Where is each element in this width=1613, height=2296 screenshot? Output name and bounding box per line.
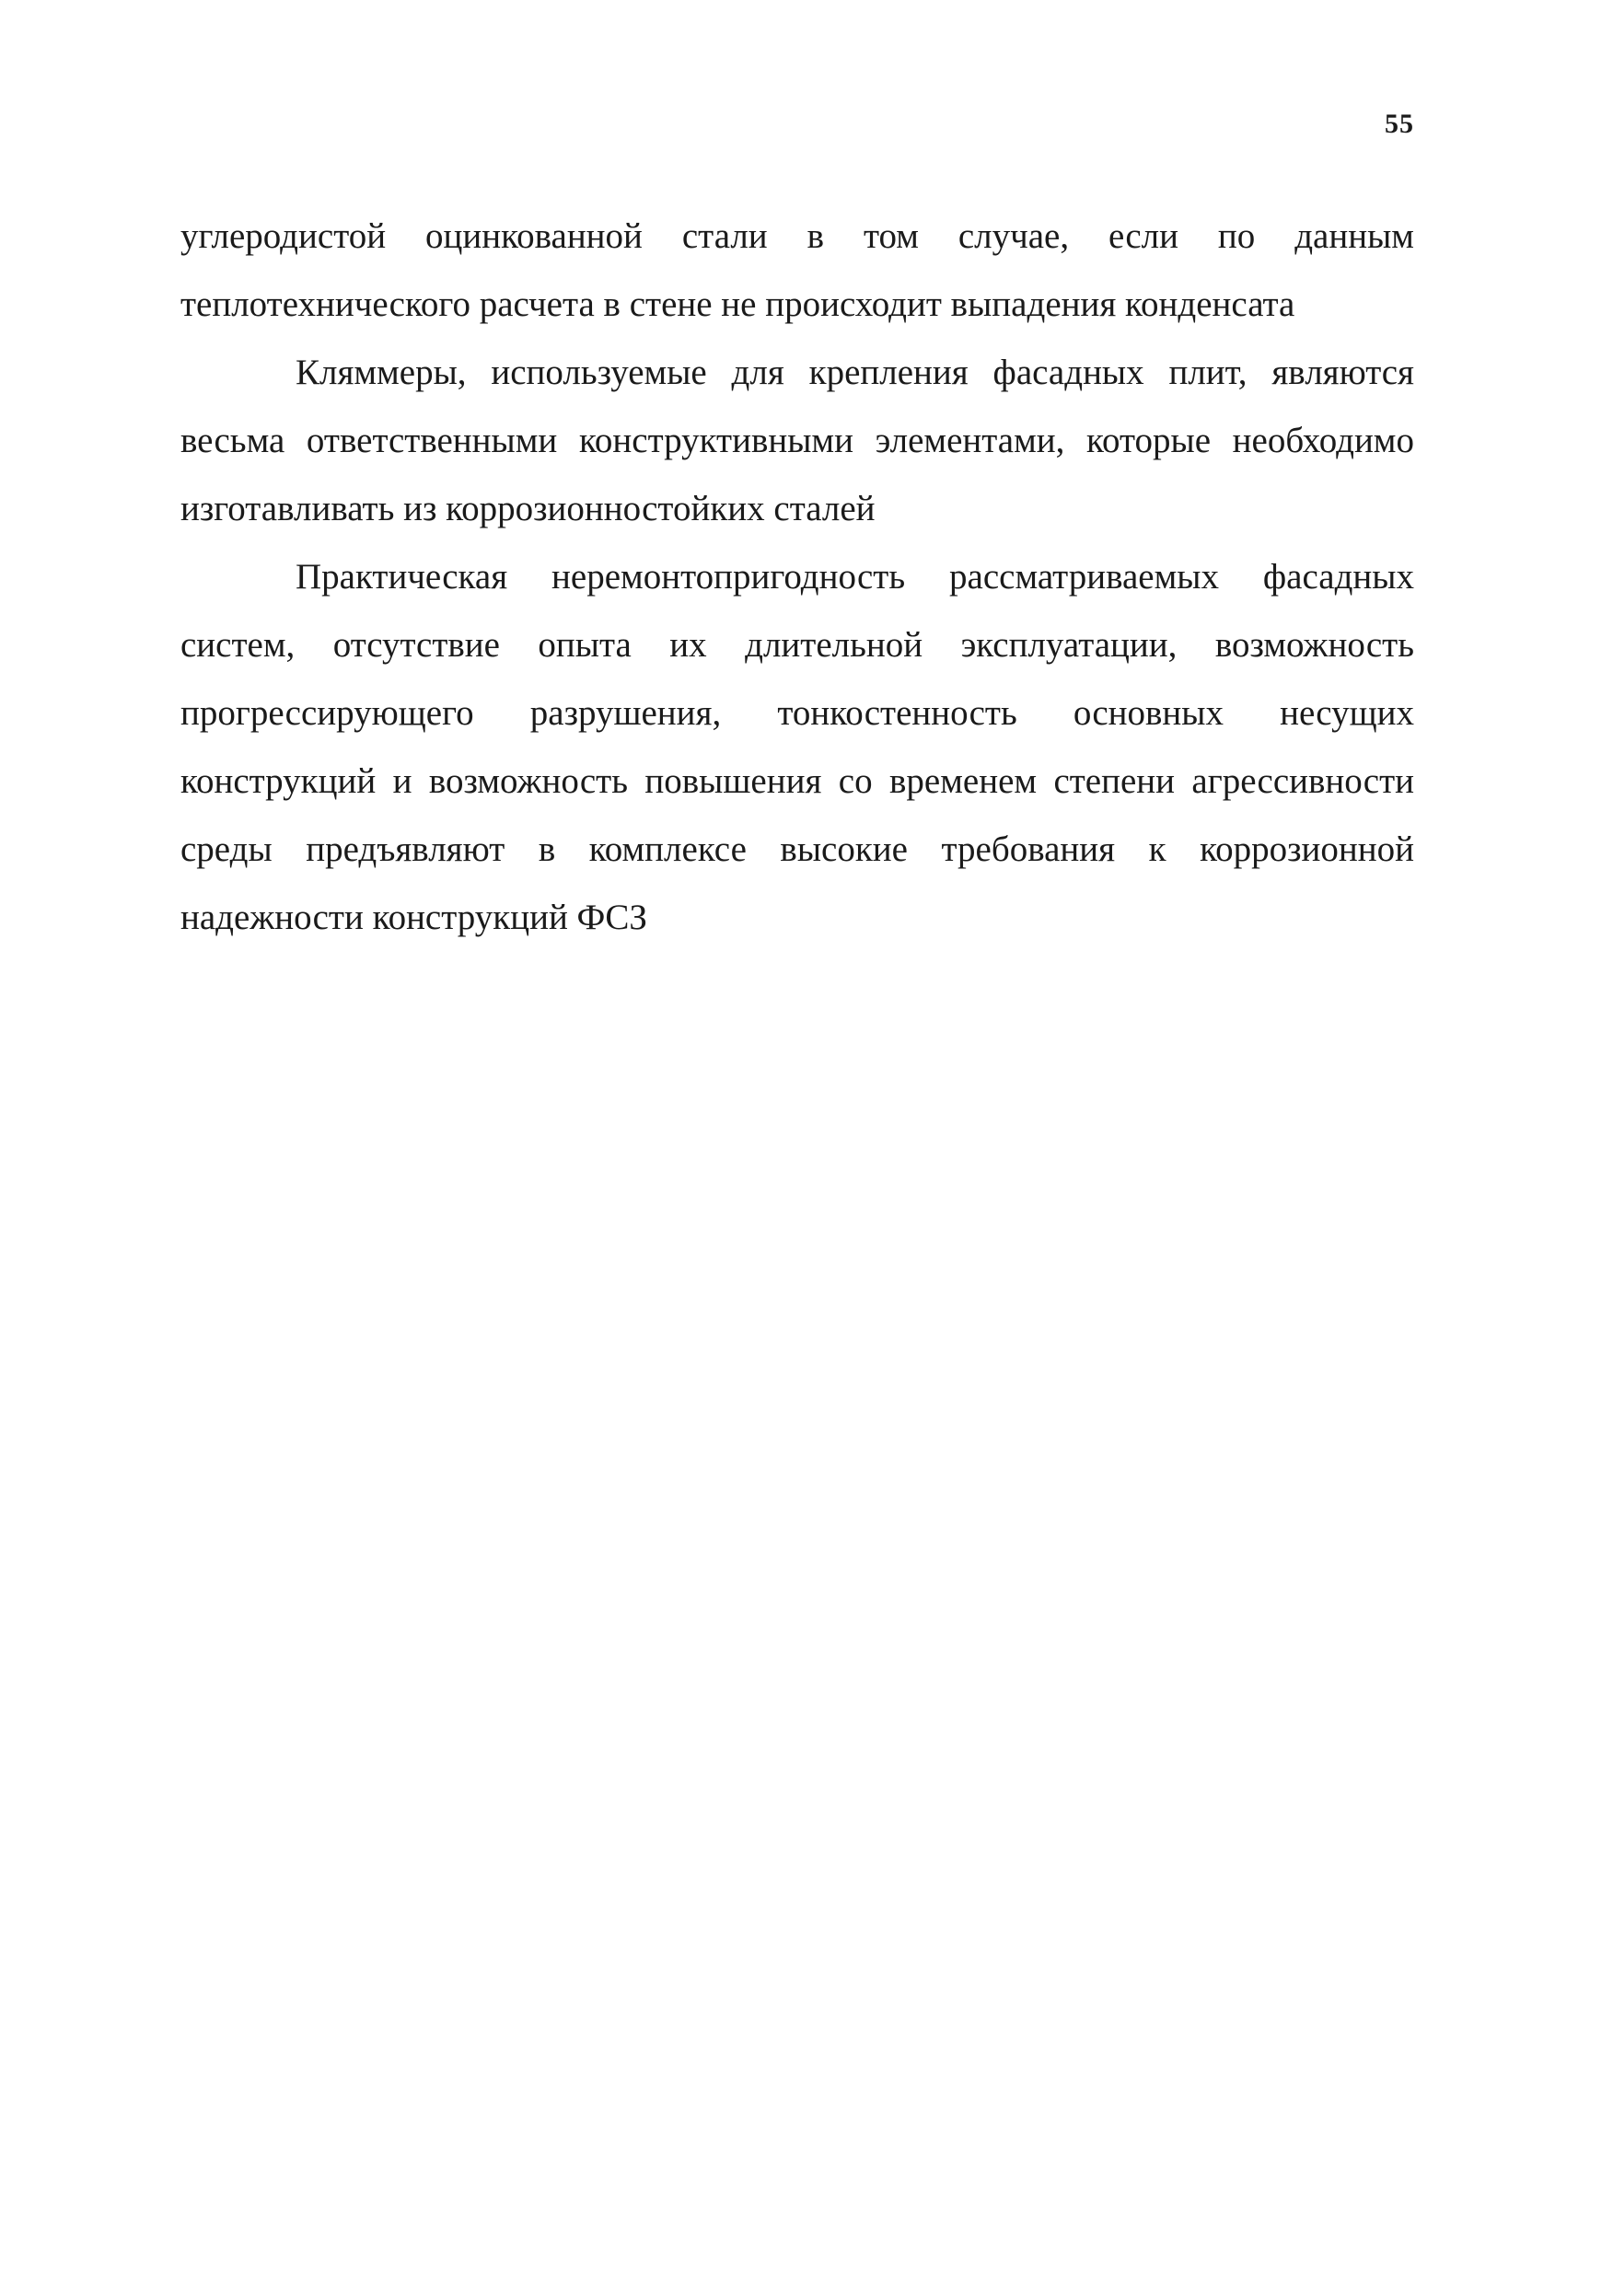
paragraph-2: Кляммеры, используемые для крепления фасадных плит, являются весьма ответственными конструктивными элементами, которые необходимо изготавливать из коррозионностойких сталей [180, 353, 1414, 528]
paragraph-1: углеродистой оцинкованной стали в том случае, если по данным теплотехнического расчета в стене не происходит выпадения конденсата [180, 216, 1414, 324]
paragraph-3: Практическая неремонтопригодность рассматриваемых фасадных систем, отсутствие опыта их длительной эксплуатации, возможность прогрессирующего разрушения, тонкостенность основных несущих конструкций и возможность повышения со временем степени агрессивности среды предъявляют в комплексе высокие требования к коррозионной надежности конструкций ФСЗ [180, 557, 1414, 937]
page-number: 55 [1385, 109, 1414, 139]
body-text [180, 203, 1414, 952]
